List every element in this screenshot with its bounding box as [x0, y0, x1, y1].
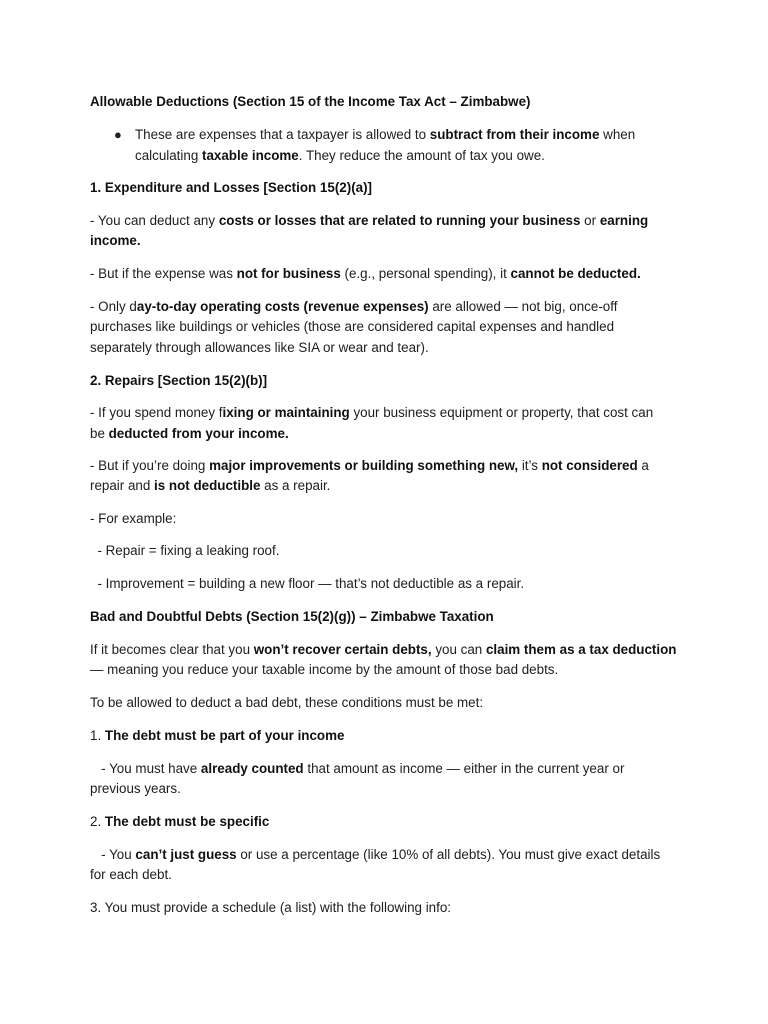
section-heading: 2. Repairs [Section 15(2)(b)]: [90, 373, 268, 388]
paragraph-line: [90, 403, 653, 423]
bold-text: subtract from their income: [429, 127, 600, 142]
paragraph-line: [90, 424, 289, 444]
text: - If you spend money f: [90, 405, 223, 420]
text: These are expenses that a taxpayer is allowed to: [135, 127, 430, 142]
bold-text: costs or losses that are related to running your business: [218, 213, 581, 228]
paragraph-line: — meaning you reduce your taxable income by the amount of those bad debts.: [90, 662, 559, 677]
bold-text: not for business: [236, 266, 341, 281]
text: or use a percentage (like 10% of all debts). You must give exact details: [236, 847, 661, 862]
section-heading: Bad and Doubtful Debts (Section 15(2)(g)) – Zimbabwe Taxation: [90, 609, 494, 624]
text: when: [599, 127, 636, 142]
paragraph-line: [90, 264, 641, 284]
paragraph-line: previous years.: [90, 781, 181, 796]
bold-text: earning: [599, 213, 649, 228]
bold-text: claim them as a tax deduction: [485, 642, 677, 657]
text: (e.g., personal spending), it: [340, 266, 511, 281]
text: as a repair.: [260, 478, 331, 493]
paragraph-line: [90, 845, 660, 865]
text: - Only d: [90, 299, 137, 314]
text: . They reduce the amount of tax you owe.: [298, 148, 545, 163]
bold-text: ay-to-day operating costs (revenue expenses): [136, 299, 429, 314]
text: If it becomes clear that you: [90, 642, 254, 657]
bold-text: cannot be deducted.: [510, 266, 641, 281]
paragraph-line: [90, 211, 648, 231]
bullet-icon: ●: [114, 127, 122, 142]
paragraph-line: [90, 476, 330, 496]
paragraph-line: [90, 640, 676, 660]
bold-text: major improvements or building something new,: [209, 458, 519, 473]
bold-text: won’t recover certain debts,: [253, 642, 432, 657]
text: - But if the expense was: [90, 266, 237, 281]
text: it’s: [518, 458, 542, 473]
text: - You must have: [90, 761, 201, 776]
text: you can: [431, 642, 486, 657]
paragraph-line: - Repair = fixing a leaking roof.: [90, 543, 280, 558]
bold-text: The debt must be part of your income: [104, 728, 345, 743]
text: are allowed — not big, once-off: [428, 299, 618, 314]
paragraph-line: for each debt.: [90, 867, 172, 882]
paragraph-line: separately through allowances like SIA or wear and tear).: [90, 340, 429, 355]
bold-text: The debt must be specific: [104, 814, 270, 829]
condition-heading: [90, 812, 269, 832]
text: that amount as income — either in the current year or: [303, 761, 625, 776]
paragraph-line: income.: [90, 233, 141, 248]
text: 1.: [90, 728, 105, 743]
bold-text: ixing or maintaining: [222, 405, 350, 420]
paragraph-line: - For example:: [90, 511, 177, 526]
section-heading: 1. Expenditure and Losses [Section 15(2)(a)]: [90, 180, 373, 195]
text: or: [580, 213, 600, 228]
text: your business equipment or property, that cost can: [349, 405, 654, 420]
bold-text: already counted: [200, 761, 304, 776]
page-title: Allowable Deductions (Section 15 of the Income Tax Act – Zimbabwe): [90, 94, 531, 109]
bold-text: not considered: [541, 458, 638, 473]
bold-text: taxable income: [202, 148, 299, 163]
text: 2.: [90, 814, 105, 829]
text: be: [90, 426, 109, 441]
paragraph-line: [90, 759, 624, 779]
paragraph-line: purchases like buildings or vehicles (those are considered capital expenses and handled: [90, 319, 615, 334]
bold-text: can’t just guess: [135, 847, 237, 862]
bold-text: is not deductible: [154, 478, 261, 493]
paragraph-line: [90, 297, 617, 317]
text: - But if you’re doing: [90, 458, 210, 473]
text: a: [637, 458, 649, 473]
intro-bullet-line-1: [135, 125, 635, 145]
paragraph-line: 3. You must provide a schedule (a list) with the following info:: [90, 900, 452, 915]
paragraph-line: To be allowed to deduct a bad debt, these conditions must be met:: [90, 695, 484, 710]
paragraph-line: [90, 456, 649, 476]
condition-heading: [90, 726, 344, 746]
bold-text: deducted from your income.: [108, 426, 289, 441]
text: calculating: [135, 148, 202, 163]
intro-bullet-line-2: [135, 146, 545, 166]
paragraph-line: - Improvement = building a new floor — that’s not deductible as a repair.: [90, 576, 525, 591]
text: - You can deduct any: [90, 213, 219, 228]
text: - You: [90, 847, 136, 862]
text: repair and: [90, 478, 155, 493]
